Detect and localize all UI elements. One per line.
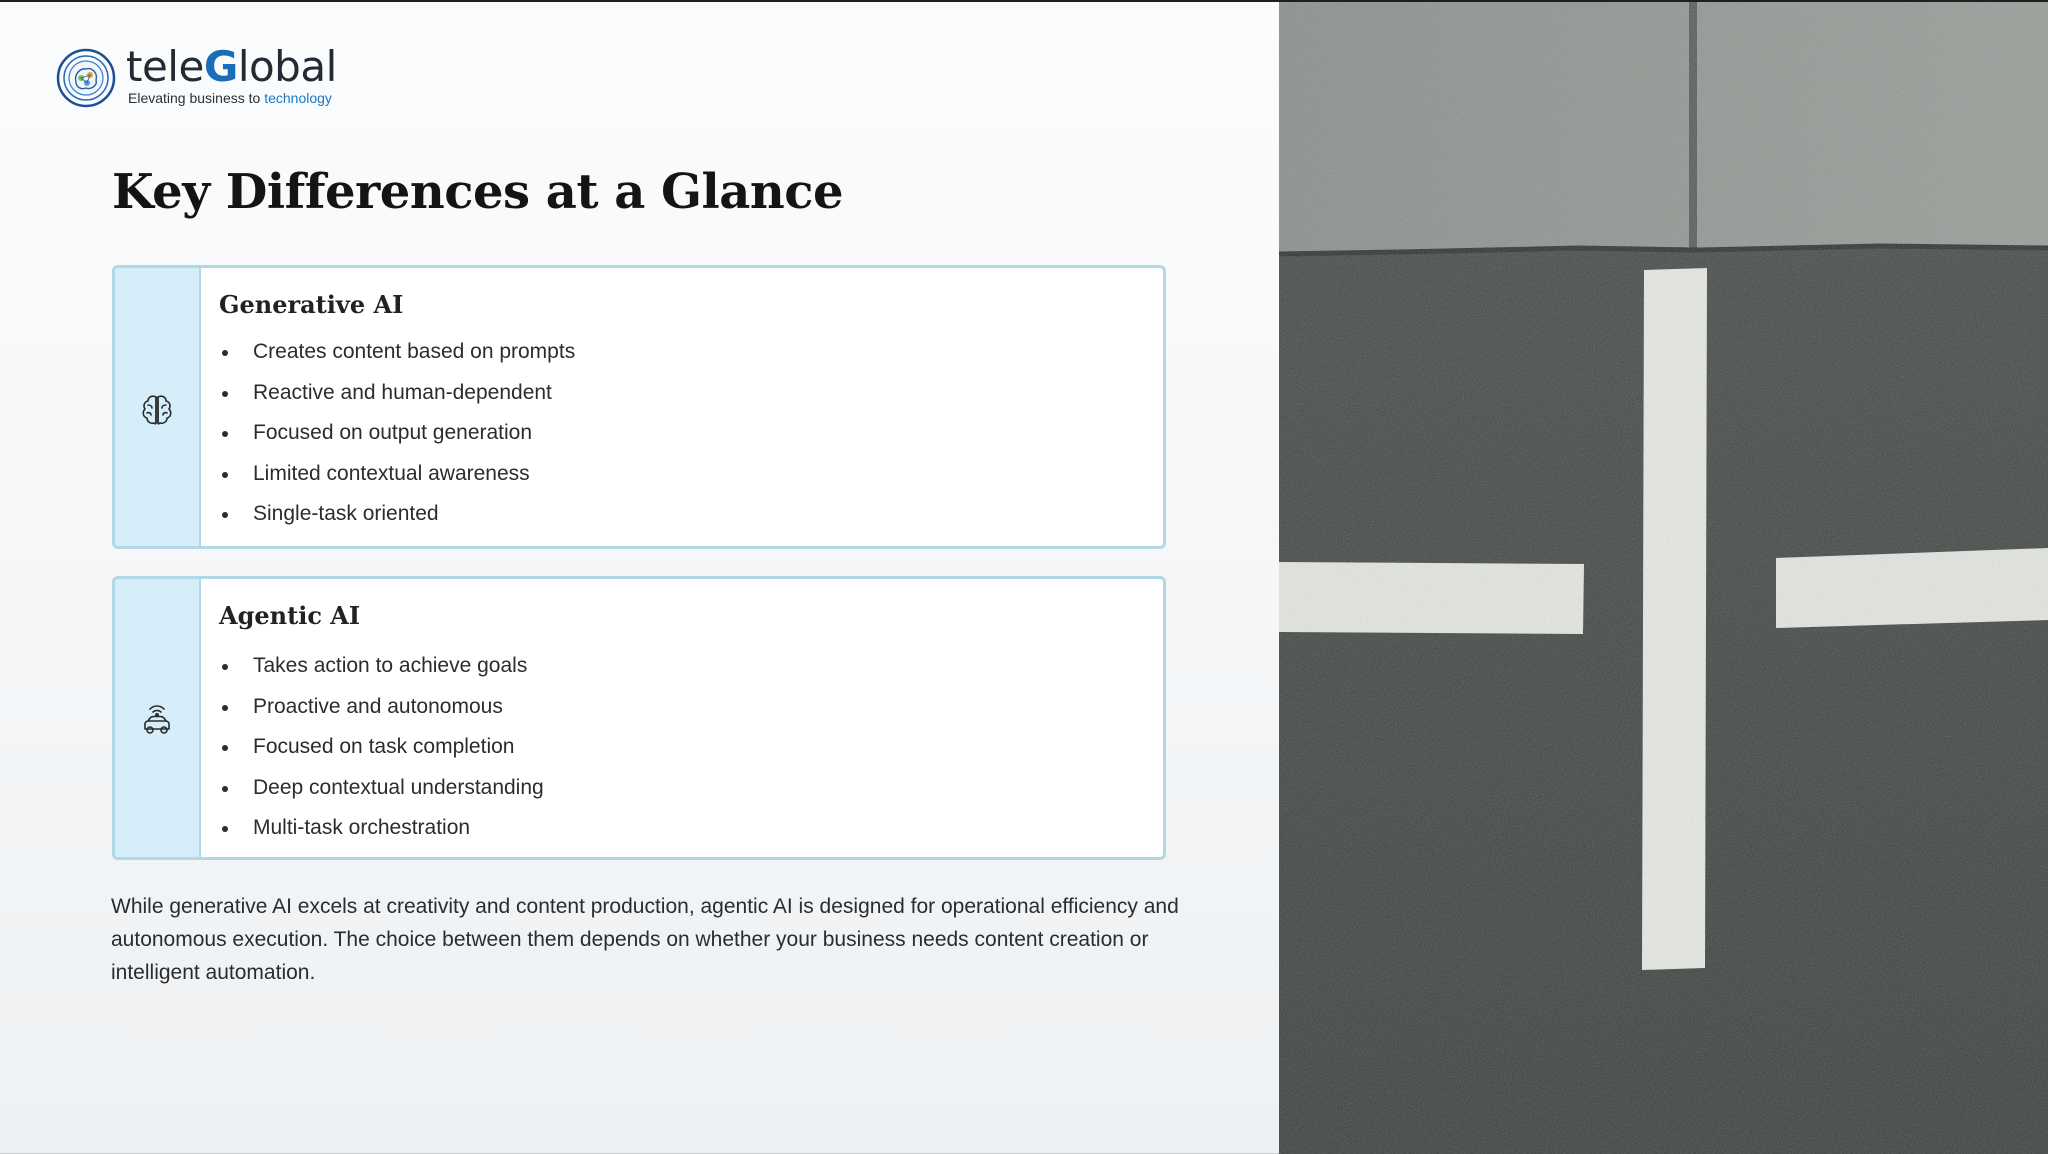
tagline-text: Elevating business to: [128, 90, 265, 106]
slide-content: [0, 2, 1279, 1154]
logo-name-highlight: G: [203, 42, 238, 91]
summary-paragraph: While generative AI excels at creativity and content production, agentic AI is designed for operational efficiency and autonomous execution. The choice between them depends on whether your business needs content creation or intelligent automation.: [111, 895, 1179, 984]
card-bullet-list: [219, 332, 575, 535]
card-agentic-ai: [112, 576, 1166, 860]
card-icon-panel: [115, 268, 201, 546]
card-icon-panel: [115, 579, 201, 857]
list-item: Multi-task orchestration: [219, 808, 544, 849]
card-title: Agentic AI: [219, 601, 361, 630]
brain-icon: [139, 392, 175, 428]
tagline-highlight: technology: [264, 90, 332, 106]
list-item: Takes action to achieve goals: [219, 646, 544, 687]
photo-grain: [1279, 2, 2048, 1154]
globe-brain-icon: [56, 48, 116, 108]
autonomous-car-icon: [139, 705, 175, 741]
page-title: Key Differences at a Glance: [112, 164, 844, 220]
logo-wordmark: [126, 42, 337, 91]
logo-name-part: lobal: [237, 42, 337, 91]
list-item: Limited contextual awareness: [219, 454, 575, 495]
list-item: Deep contextual understanding: [219, 768, 544, 809]
road-marking-photo: [1279, 2, 2048, 1154]
list-item: Reactive and human-dependent: [219, 373, 575, 414]
road-photo-illustration: [1279, 2, 2048, 1154]
card-bullet-list: [219, 646, 544, 849]
logo-name-part: tele: [126, 42, 204, 91]
list-item: Single-task oriented: [219, 494, 575, 535]
logo-tagline: [128, 90, 332, 106]
list-item: Proactive and autonomous: [219, 687, 544, 728]
list-item: Focused on output generation: [219, 413, 575, 454]
list-item: Creates content based on prompts: [219, 332, 575, 373]
list-item: Focused on task completion: [219, 727, 544, 768]
card-title: Generative AI: [219, 290, 404, 319]
card-generative-ai: [112, 265, 1166, 549]
